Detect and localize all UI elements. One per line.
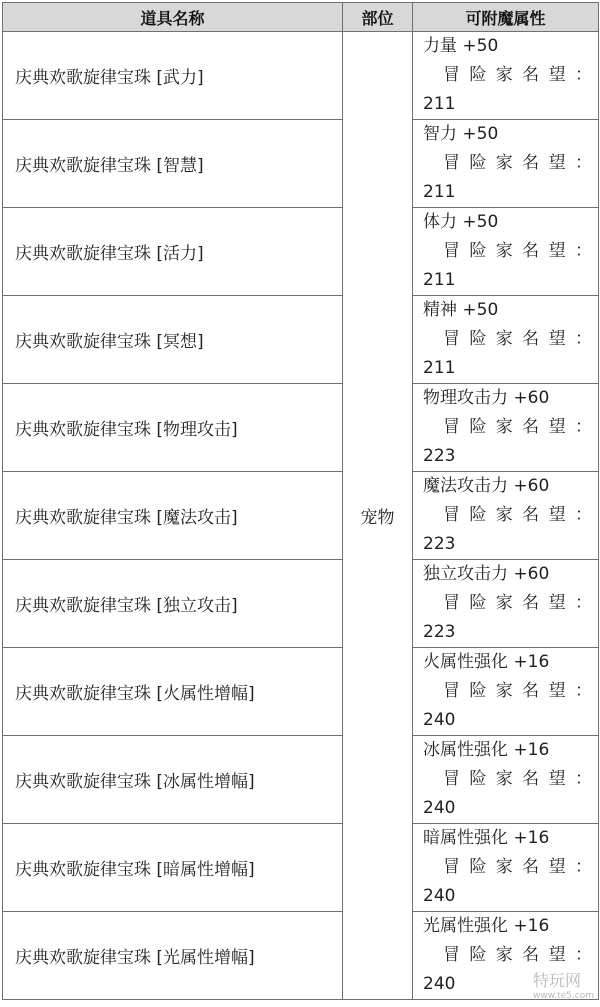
item-name-cell: 庆典欢歌旋律宝珠 [独立攻击] bbox=[3, 560, 343, 648]
stat-bonus: 精神 +50 bbox=[423, 300, 499, 320]
item-name-cell: 庆典欢歌旋律宝珠 [暗属性增幅] bbox=[3, 824, 343, 912]
fame-value: 240 bbox=[423, 974, 456, 994]
stat-bonus: 暗属性强化 +16 bbox=[423, 828, 550, 848]
item-name-cell: 庆典欢歌旋律宝珠 [武力] bbox=[3, 32, 343, 120]
stat-bonus: 魔法攻击力 +60 bbox=[423, 476, 550, 496]
table-row bbox=[3, 296, 599, 384]
table-header-row bbox=[3, 3, 599, 32]
item-name-cell: 庆典欢歌旋律宝珠 [智慧] bbox=[3, 120, 343, 208]
table-row bbox=[3, 560, 599, 648]
attribute-cell bbox=[413, 384, 599, 472]
attribute-cell bbox=[413, 32, 599, 120]
stat-bonus: 物理攻击力 +60 bbox=[423, 388, 550, 408]
table-row bbox=[3, 912, 599, 1000]
fame-value: 223 bbox=[423, 622, 456, 642]
attribute-cell bbox=[413, 824, 599, 912]
stat-bonus: 冰属性强化 +16 bbox=[423, 740, 550, 760]
fame-label: 冒 险 家 名 望 ： bbox=[443, 329, 592, 349]
attribute-cell bbox=[413, 208, 599, 296]
fame-label: 冒 险 家 名 望 ： bbox=[443, 593, 592, 613]
stat-bonus: 智力 +50 bbox=[423, 124, 499, 144]
fame-value: 240 bbox=[423, 798, 456, 818]
item-name-cell: 庆典欢歌旋律宝珠 [冥想] bbox=[3, 296, 343, 384]
item-name-cell: 庆典欢歌旋律宝珠 [物理攻击] bbox=[3, 384, 343, 472]
watermark-logo bbox=[533, 968, 594, 1001]
attribute-cell bbox=[413, 296, 599, 384]
fame-value: 211 bbox=[423, 358, 456, 378]
fame-label: 冒 险 家 名 望 ： bbox=[443, 153, 592, 173]
fame-label: 冒 险 家 名 望 ： bbox=[443, 945, 592, 965]
fame-label: 冒 险 家 名 望 ： bbox=[443, 65, 592, 85]
watermark-text: 特玩网 bbox=[533, 971, 582, 990]
attribute-cell bbox=[413, 648, 599, 736]
table-row bbox=[3, 648, 599, 736]
attribute-cell bbox=[413, 472, 599, 560]
table-row bbox=[3, 472, 599, 560]
header-attribute: 可附魔属性 bbox=[413, 3, 599, 32]
enchant-table bbox=[2, 2, 599, 1000]
attribute-cell bbox=[413, 736, 599, 824]
attribute-cell bbox=[413, 120, 599, 208]
stat-bonus: 独立攻击力 +60 bbox=[423, 564, 550, 584]
table-row bbox=[3, 384, 599, 472]
item-name-cell: 庆典欢歌旋律宝珠 [冰属性增幅] bbox=[3, 736, 343, 824]
fame-value: 223 bbox=[423, 534, 456, 554]
fame-label: 冒 险 家 名 望 ： bbox=[443, 241, 592, 261]
table-row bbox=[3, 736, 599, 824]
fame-label: 冒 险 家 名 望 ： bbox=[443, 681, 592, 701]
fame-value: 211 bbox=[423, 182, 456, 202]
stat-bonus: 力量 +50 bbox=[423, 36, 499, 56]
table-row bbox=[3, 824, 599, 912]
item-name-cell: 庆典欢歌旋律宝珠 [光属性增幅] bbox=[3, 912, 343, 1000]
stat-bonus: 光属性强化 +16 bbox=[423, 916, 550, 936]
table-row bbox=[3, 120, 599, 208]
table-row bbox=[3, 208, 599, 296]
fame-label: 冒 险 家 名 望 ： bbox=[443, 769, 592, 789]
slot-cell: 宠物 bbox=[343, 32, 413, 1000]
stat-bonus: 火属性强化 +16 bbox=[423, 652, 550, 672]
fame-value: 211 bbox=[423, 270, 456, 290]
fame-label: 冒 险 家 名 望 ： bbox=[443, 505, 592, 525]
fame-value: 240 bbox=[423, 886, 456, 906]
fame-label: 冒 险 家 名 望 ： bbox=[443, 417, 592, 437]
fame-value: 240 bbox=[423, 710, 456, 730]
watermark-url: www.te5.com bbox=[533, 991, 594, 1001]
header-item-name: 道具名称 bbox=[3, 3, 343, 32]
item-name-cell: 庆典欢歌旋律宝珠 [火属性增幅] bbox=[3, 648, 343, 736]
item-name-cell: 庆典欢歌旋律宝珠 [魔法攻击] bbox=[3, 472, 343, 560]
table-row bbox=[3, 32, 599, 120]
fame-label: 冒 险 家 名 望 ： bbox=[443, 857, 592, 877]
fame-value: 211 bbox=[423, 94, 456, 114]
attribute-cell bbox=[413, 560, 599, 648]
stat-bonus: 体力 +50 bbox=[423, 212, 499, 232]
header-slot: 部位 bbox=[343, 3, 413, 32]
item-name-cell: 庆典欢歌旋律宝珠 [活力] bbox=[3, 208, 343, 296]
table-body bbox=[3, 32, 599, 1000]
fame-value: 223 bbox=[423, 446, 456, 466]
